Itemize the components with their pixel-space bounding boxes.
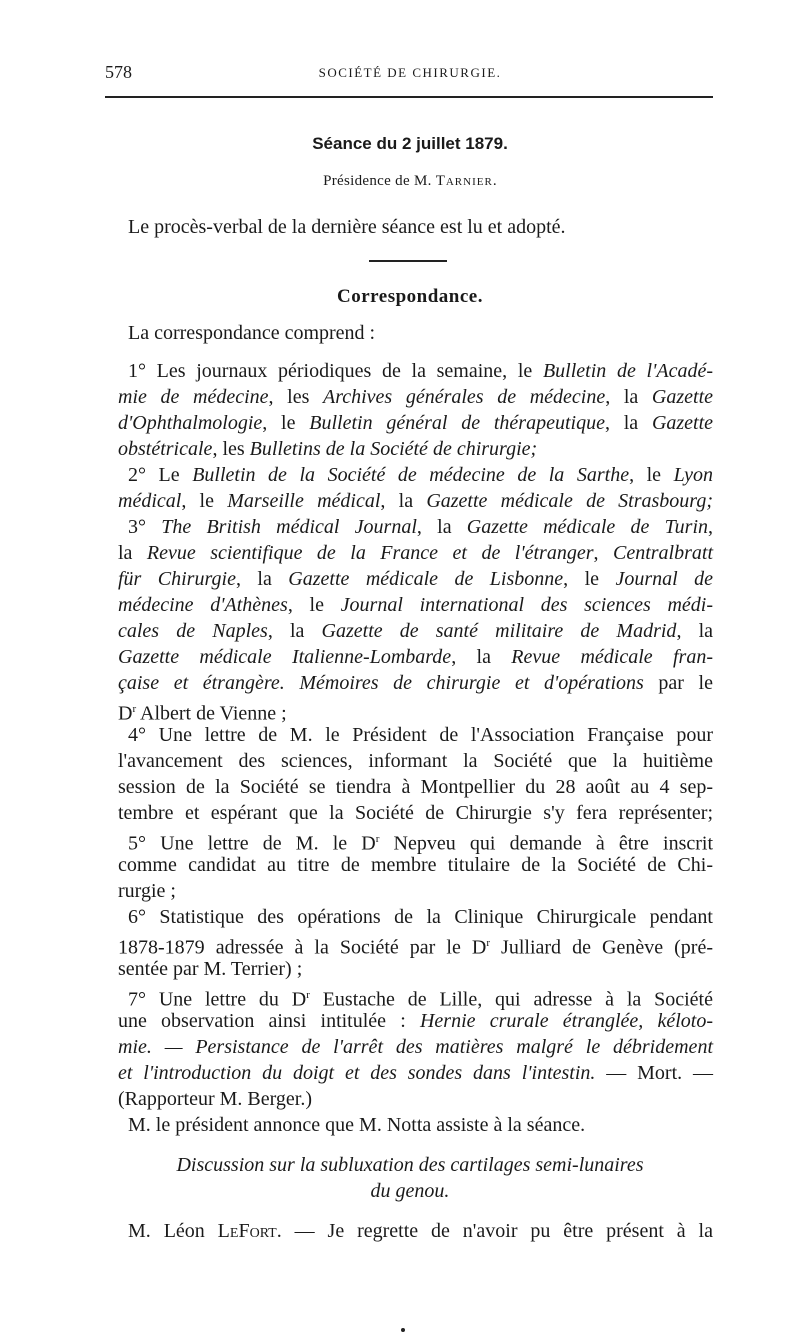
item4-line1: 4° Une lettre de M. le Président de l'Association Française pour bbox=[128, 724, 713, 746]
item4-line2: l'avancement des sciences, informant la Société que la huitième bbox=[118, 750, 713, 772]
item3-line7: çaise et étrangère. Mémoires de chirurgie et d'opérations par le bbox=[118, 672, 713, 694]
president-name: Tarnier bbox=[435, 173, 493, 189]
item7-line2: une observation ainsi intitulée : Hernie crurale étranglée, kéloto- bbox=[118, 1010, 714, 1032]
item1-line2: mie de médecine, les Archives générales de médecine, la Gazette bbox=[118, 386, 714, 408]
notta-announcement: M. le président annonce que M. Notta assiste à la séance. bbox=[128, 1114, 586, 1136]
item6-line1: 6° Statistique des opérations de la Clinique Chirurgicale pendant bbox=[128, 906, 713, 928]
presidence-line: Présidence de M. Tarnier. bbox=[323, 173, 497, 189]
item5-line3: rurgie ; bbox=[118, 880, 176, 902]
item1-line4: obstétricale, les Bulletins de la Société de chirurgie; bbox=[118, 438, 538, 460]
header-rule bbox=[105, 96, 713, 98]
speaker-name: Léon LeFort bbox=[163, 1220, 277, 1242]
item1-line3: d'Ophthalmologie, le Bulletin général de thérapeutique, la Gazette bbox=[118, 412, 714, 434]
printing-speck bbox=[401, 1328, 405, 1332]
item3-line1: 3° The British médical Journal, la Gazette médicale de Turin, bbox=[128, 516, 713, 538]
item7-line3: mie. — Persistance de l'arrêt des matières malgré le débridement bbox=[118, 1036, 713, 1058]
item3-line2: la Revue scientifique de la France et de l'étranger, Centralbratt bbox=[118, 542, 714, 564]
item6-line3: sentée par M. Terrier) ; bbox=[118, 958, 303, 980]
correspondance-heading: Correspondance. bbox=[337, 286, 483, 307]
minutes-statement: Le procès-verbal de la dernière séance est lu et adopté. bbox=[128, 216, 566, 238]
item4-line4: tembre et espérant que la Société de Chirurgie s'y fera représenter; bbox=[118, 802, 713, 824]
item3-line4: médecine d'Athènes, le Journal international des sciences médi- bbox=[118, 594, 713, 616]
item3-line5: cales de Naples, la Gazette de santé militaire de Madrid, la bbox=[118, 620, 714, 642]
discussion-heading-line1: Discussion sur la subluxation des cartilages semi-lunaires bbox=[176, 1154, 644, 1176]
session-title: Séance du 2 juillet 1879. bbox=[312, 134, 508, 153]
page-header bbox=[105, 62, 715, 84]
page-number: 578 bbox=[105, 62, 132, 82]
item3-line6: Gazette médicale Italienne-Lombarde, la Revue médicale fran- bbox=[118, 646, 713, 668]
item2-line2: médical, le Marseille médical, la Gazette médicale de Strasbourg; bbox=[118, 490, 714, 512]
item7-line1: 7° Une lettre du $D^r$ Eustache de Lille, qui adresse à la Société bbox=[128, 988, 713, 1011]
running-title: SOCIÉTÉ DE CHIRURGIE. bbox=[318, 65, 502, 80]
speaker-line: M. Léon LeFort. — Je regrette de n'avoir pu être présent à la bbox=[128, 1220, 713, 1242]
item6-line2: 1878-1879 adressée à la Société par le $D^r$ Julliard de Genève (pré- bbox=[118, 936, 713, 959]
item5-line1: 5° Une lettre de M. le $D^r$ Nepveu qui demande à être inscrit bbox=[128, 832, 713, 855]
discussion-heading-line2: du genou. bbox=[370, 1180, 450, 1202]
item3-line8: $D^r$ Albert de Vienne ; bbox=[118, 702, 287, 725]
correspondance-intro: La correspondance comprend : bbox=[128, 322, 376, 344]
item3-line3: für Chirurgie, la Gazette médicale de Lisbonne, le Journal de bbox=[118, 568, 714, 590]
item7-line4: et l'introduction du doigt et des sondes dans l'intestin. — Mort. — bbox=[118, 1062, 713, 1084]
item7-line5: (Rapporteur M. Berger.) bbox=[118, 1088, 313, 1110]
item5-line2: comme candidat au titre de membre titulaire de la Société de Chi- bbox=[118, 854, 713, 876]
section-divider bbox=[369, 260, 447, 262]
item1-line1: 1° Les journaux périodiques de la semaine, le Bulletin de l'Acadé- bbox=[128, 360, 713, 382]
item4-line3: session de la Société se tiendra à Montpellier du 28 août au 4 sep- bbox=[118, 776, 713, 798]
item2-line1: 2° Le Bulletin de la Société de médecine de la Sarthe, le Lyon bbox=[128, 464, 714, 486]
